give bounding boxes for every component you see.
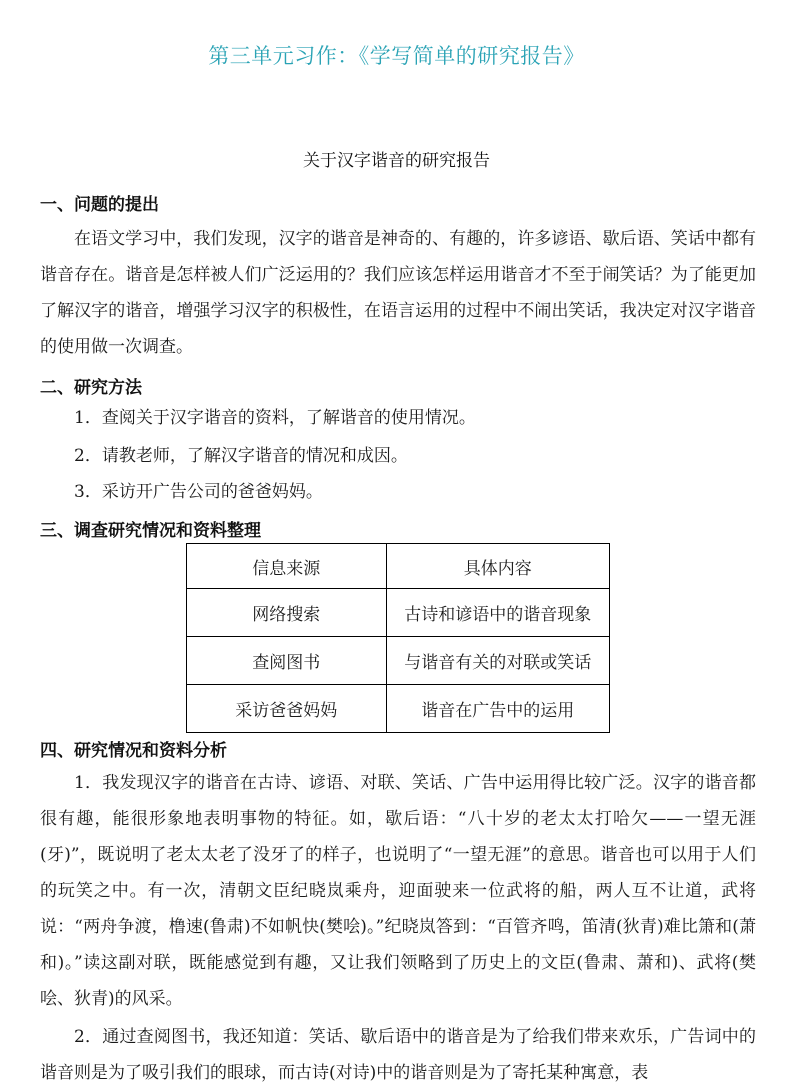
analysis-paragraph-1: 1．我发现汉字的谐音在古诗、谚语、对联、笑话、广告中运用得比较广泛。汉字的谐音都很有趣，能很形象地表明事物的特征。如，歇后语：“八十岁的老太太打哈欠——一望无涯(牙)”，既说明了老太太老了没牙了的样子，也说明了“一望无涯”的意思。谐音也可以用于人们的玩笑之中。有一次，清朝文臣纪晓岚乘舟，迎面驶来一位武将的船，两人互不让道，武将说：“两舟争渡，橹速(鲁肃)不如帆快(樊哙)。”纪晓岚答到：“百管齐鸣，笛清(狄青)难比箫和(萧和)。”读这副对联，既能感觉到有趣，又让我们领略到了历史上的文臣(鲁肃、萧和)、武将(樊哙、狄青)的风采。 xyxy=(40,773,756,1009)
table-row xyxy=(187,685,610,733)
table-row xyxy=(187,589,610,637)
section-heading-problem: 一、问题的提出 xyxy=(40,195,159,215)
table-cell: 与谐音有关的对联或笑话 xyxy=(386,637,609,685)
method-item-3: 3．采访开广告公司的爸爸妈妈。 xyxy=(74,482,323,502)
table-row xyxy=(187,637,610,685)
section-paragraph-problem: 在语文学习中，我们发现，汉字的谐音是神奇的、有趣的，许多谚语、歇后语、笑话中都有谐音存在。谐音是怎样被人们广泛运用的？我们应该怎样运用谐音才不至于闹笑话？为了能更加了解汉字的谐音，增强学习汉字的积极性，在语言运用的过程中不闹出笑话，我决定对汉字谐音的使用做一次调查。 xyxy=(40,229,756,357)
info-source-table xyxy=(186,543,610,733)
method-item-2: 2．请教老师，了解汉字谐音的情况和成因。 xyxy=(74,446,408,466)
table-cell: 谐音在广告中的运用 xyxy=(386,685,609,733)
table-cell: 采访爸爸妈妈 xyxy=(187,685,387,733)
table-header-row xyxy=(187,544,610,589)
table-header-cell: 具体内容 xyxy=(386,544,609,589)
table-header-cell: 信息来源 xyxy=(187,544,387,589)
section-heading-method: 二、研究方法 xyxy=(40,378,142,398)
table-cell: 网络搜索 xyxy=(187,589,387,637)
section-heading-survey: 三、调查研究情况和资料整理 xyxy=(40,521,261,541)
section-heading-analysis: 四、研究情况和资料分析 xyxy=(40,741,227,761)
method-item-1: 1．查阅关于汉字谐音的资料，了解谐音的使用情况。 xyxy=(74,408,476,428)
table-cell: 古诗和谚语中的谐音现象 xyxy=(386,589,609,637)
report-title: 关于汉字谐音的研究报告 xyxy=(303,151,490,171)
table-cell: 查阅图书 xyxy=(187,637,387,685)
unit-title: 第三单元习作：《学写简单的研究报告》 xyxy=(208,44,585,68)
analysis-paragraph-2: 2．通过查阅图书，我还知道：笑话、歇后语中的谐音是为了给我们带来欢乐，广告词中的谐音则是为了吸引我们的眼球，而古诗(对诗)中的谐音则是为了寄托某种寓意，表 xyxy=(40,1027,756,1083)
